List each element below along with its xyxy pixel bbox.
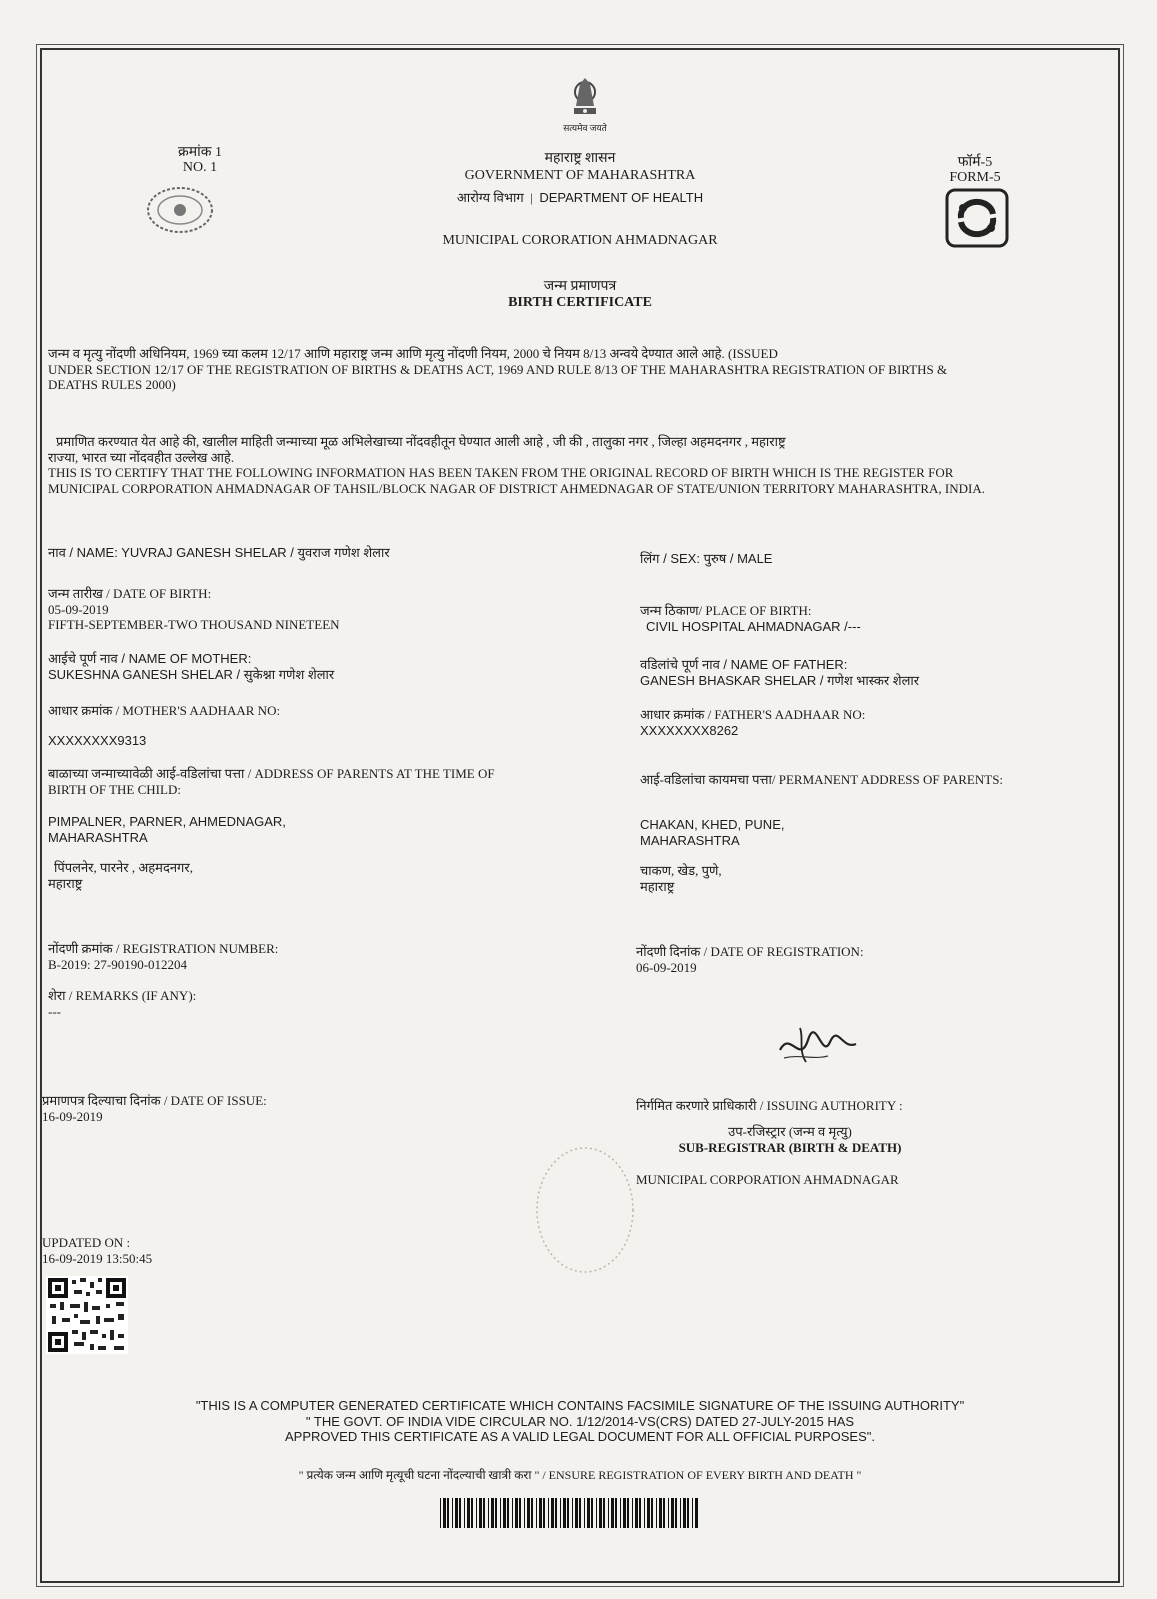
issuing-authority-label: निर्गमित करणारे प्राधिकारी / ISSUING AUTHORITY : [636,1098,903,1113]
father-block [640,657,1080,688]
father-label: वडिलांचे पूर्ण नाव / NAME OF FATHER: [640,657,848,672]
child-name: नाव / NAME: YUVRAJ GANESH SHELAR / युवराज गणेश शेलार [48,545,390,560]
department-en: DEPARTMENT OF HEALTH [539,190,704,205]
remarks-value: --- [48,1003,61,1019]
issue-date-block [42,1093,602,1124]
footer-note-a: "THIS IS A COMPUTER GENERATED CERTIFICATE WHICH CONTAINS FACSIMILE SIGNATURE OF THE ISSUING AUTHORITY" [195,1398,965,1413]
pob-value: CIVIL HOSPITAL AHMADNAGAR /--- [646,618,861,634]
father-aadhaar-value: XXXXXXXX8262 [640,722,739,738]
intro-para1-en-a: UNDER SECTION 12/17 OF THE REGISTRATION OF BIRTHS & DEATHS ACT, 1969 AND RULE 8/13 OF THE MAHARASHTRA REGISTRATION OF BIRTHS & [48,361,948,377]
intro-para2-en-b: MUNICIPAL CORPORATION AHMADNAGAR OF TAHSIL/BLOCK NAGAR OF DISTRICT AHMEDNAGAR OF STATE/UNION TERRITORY MAHARASHTRA, INDIA. [48,480,986,496]
national-emblem-icon [560,70,610,120]
registration-number-label: नोंदणी क्रमांक / REGISTRATION NUMBER: [48,941,279,956]
certificate-title-en: BIRTH CERTIFICATE [508,295,652,310]
remarks-block [48,988,608,1019]
department: आरोग्य विभाग | DEPARTMENT OF HEALTH [456,190,704,205]
intro-para2-mr-a: प्रमाणित करण्यात येत आहे की, खालील माहिती जन्माच्या मूळ अभिलेखाच्या नोंदवहीतून घेण्यात आली आहे , जी की , तालुका नगर , जिल्हा अहमदनगर , महाराष्ट्र [56,434,786,449]
signature-icon [770,1020,860,1072]
address-birth-mr-b: महाराष्ट्र [48,875,83,891]
barcode-icon [440,1498,700,1528]
address-birth-label-b: BIRTH OF THE CHILD: [48,781,181,797]
issue-date-label: प्रमाणपत्र दिल्याचा दिनांक / DATE OF ISSUE: [42,1093,267,1108]
dob-label: जन्म तारीख / DATE OF BIRTH: [48,586,212,601]
intro-issued-under [48,346,1108,393]
footer-note-c: APPROVED THIS CERTIFICATE AS A VALID LEGAL DOCUMENT FOR ALL OFFICIAL PURPOSES". [284,1429,875,1445]
father-aadhaar-block [640,707,1080,738]
address-permanent-mr [640,863,1080,894]
registration-date-value: 06-09-2019 [636,959,697,975]
address-permanent-en-a: CHAKAN, KHED, PUNE, [640,817,785,832]
government-en: GOVERNMENT OF MAHARASHTRA [464,168,696,183]
footer-slogan: " प्रत्येक जन्म आणि मृत्यूची घटना नोंदल्याची खात्री करा " / ENSURE REGISTRATION OF EVERY BIRTH AND DEATH " [298,1468,862,1482]
mother-aadhaar-value: XXXXXXXX9313 [48,733,147,748]
qr-code-icon [46,1276,128,1354]
issuing-authority-en: SUB-REGISTRAR (BIRTH & DEATH) [678,1140,902,1155]
issue-date-value: 16-09-2019 [42,1108,103,1124]
registration-number-block [48,941,608,972]
dob-words: FIFTH-SEPTEMBER-TWO THOUSAND NINETEEN [48,617,340,633]
form-no-en: FORM-5 [949,170,1001,185]
mother-value: SUKESHNA GANESH SHELAR / सुकेश्ना गणेश शेलार [48,666,335,682]
address-permanent-en-b: MAHARASHTRA [640,832,740,848]
address-permanent-mr-a: चाकण, खेड, पुणे, [640,863,722,878]
issuing-authority-corp: MUNICIPAL CORPORATION AHMADNAGAR [636,1172,899,1187]
address-birth-en [48,814,608,845]
certificate-no-mr: क्रमांक 1 [177,145,222,160]
remarks-label: शेरा / REMARKS (IF ANY): [48,988,197,1003]
address-permanent-en [640,817,1080,848]
address-permanent-mr-b: महाराष्ट्र [640,878,675,894]
intro-certify [48,434,1108,496]
intro-para2-mr-b: राज्या, भारत च्या नोंदवहीत उल्लेख आहे. [48,449,235,465]
updated-value: 16-09-2019 13:50:45 [42,1250,153,1266]
footer-note [40,1398,1120,1445]
corporation-name: MUNICIPAL COR‍ORATION AHMADNAGAR [442,233,718,248]
updated-block [42,1235,342,1266]
footer-note-b: " THE GOVT. OF INDIA VIDE CIRCULAR NO. 1/12/2014-VS(CRS) DATED 27-JULY-2015 HAS [305,1413,855,1429]
pob-block [640,603,1080,634]
intro-para1-en-b: DEATHS RULES 2000) [48,377,176,393]
registration-date-label: नोंदणी दिनांक / DATE OF REGISTRATION: [636,944,864,959]
address-permanent-label: आई-वडिलांचा कायमचा पत्ता/ PERMANENT ADDRESS OF PARENTS: [640,772,1004,787]
address-birth-label [48,766,628,797]
dob-value: 05-09-2019 [48,601,109,617]
registration-date-block [636,944,1076,975]
address-birth-en-a: PIMPALNER, PARNER, AHMEDNAGAR, [48,814,286,829]
mother-block [48,651,608,682]
father-aadhaar-label: आधार क्रमांक / FATHER'S AADHAAR NO: [640,707,866,722]
form-no-mr: फॉर्म-5 [957,155,993,170]
emblem-caption: सत्यमेव जयते [563,123,607,133]
certificate-no-en: NO. 1 [182,160,218,175]
department-mr: आरोग्य विभाग [456,190,524,205]
mother-aadhaar-label: आधार क्रमांक / MOTHER'S AADHAAR NO: [48,703,281,718]
government-mr: महाराष्ट्र शासन [544,151,616,166]
address-birth-en-b: MAHARASHTRA [48,829,148,845]
certificate-title-mr: जन्म प्रमाणपत्र [543,279,617,294]
office-stamp-icon [530,1140,640,1280]
crs-logo-icon [945,188,1009,248]
mother-label: आईचे पूर्ण नाव / NAME OF MOTHER: [48,651,252,666]
updated-label: UPDATED ON : [42,1235,131,1250]
issuing-authority-mr: उप-रजिस्ट्रार (जन्म व मृत्यु) [728,1124,852,1139]
intro-para1-mr: जन्म व मृत्यु नोंदणी अधिनियम, 1969 च्या कलम 12/17 आणि महाराष्ट्र जन्म आणि मृत्यु नोंदणी नियम, 2000 चे नियम 8/13 अन्वये देण्यात आले आहे. (ISSUED [48,346,778,361]
father-value: GANESH BHASKAR SHELAR / गणेश भास्कर शेलार [640,672,920,688]
address-birth-mr [48,860,608,891]
municipal-seal-icon [145,185,215,235]
address-birth-label-a: बाळाच्या जन्माच्यावेळी आई-वडिलांचा पत्ता / ADDRESS OF PARENTS AT THE TIME OF [48,766,495,781]
child-sex: लिंग / SEX: पुरुष / MALE [640,551,773,566]
pob-label: जन्म ठिकाण/ PLACE OF BIRTH: [640,603,812,618]
address-birth-mr-a: पिंपलनेर, पारनेर , अहमदनगर, [54,860,193,875]
intro-para2-en-a: THIS IS TO CERTIFY THAT THE FOLLOWING INFORMATION HAS BEEN TAKEN FROM THE ORIGINAL RECORD OF BIRTH WHICH IS THE REGISTER FOR [48,465,954,481]
dob-block [48,586,608,633]
registration-number-value: B-2019: 27-90190-012204 [48,956,188,972]
